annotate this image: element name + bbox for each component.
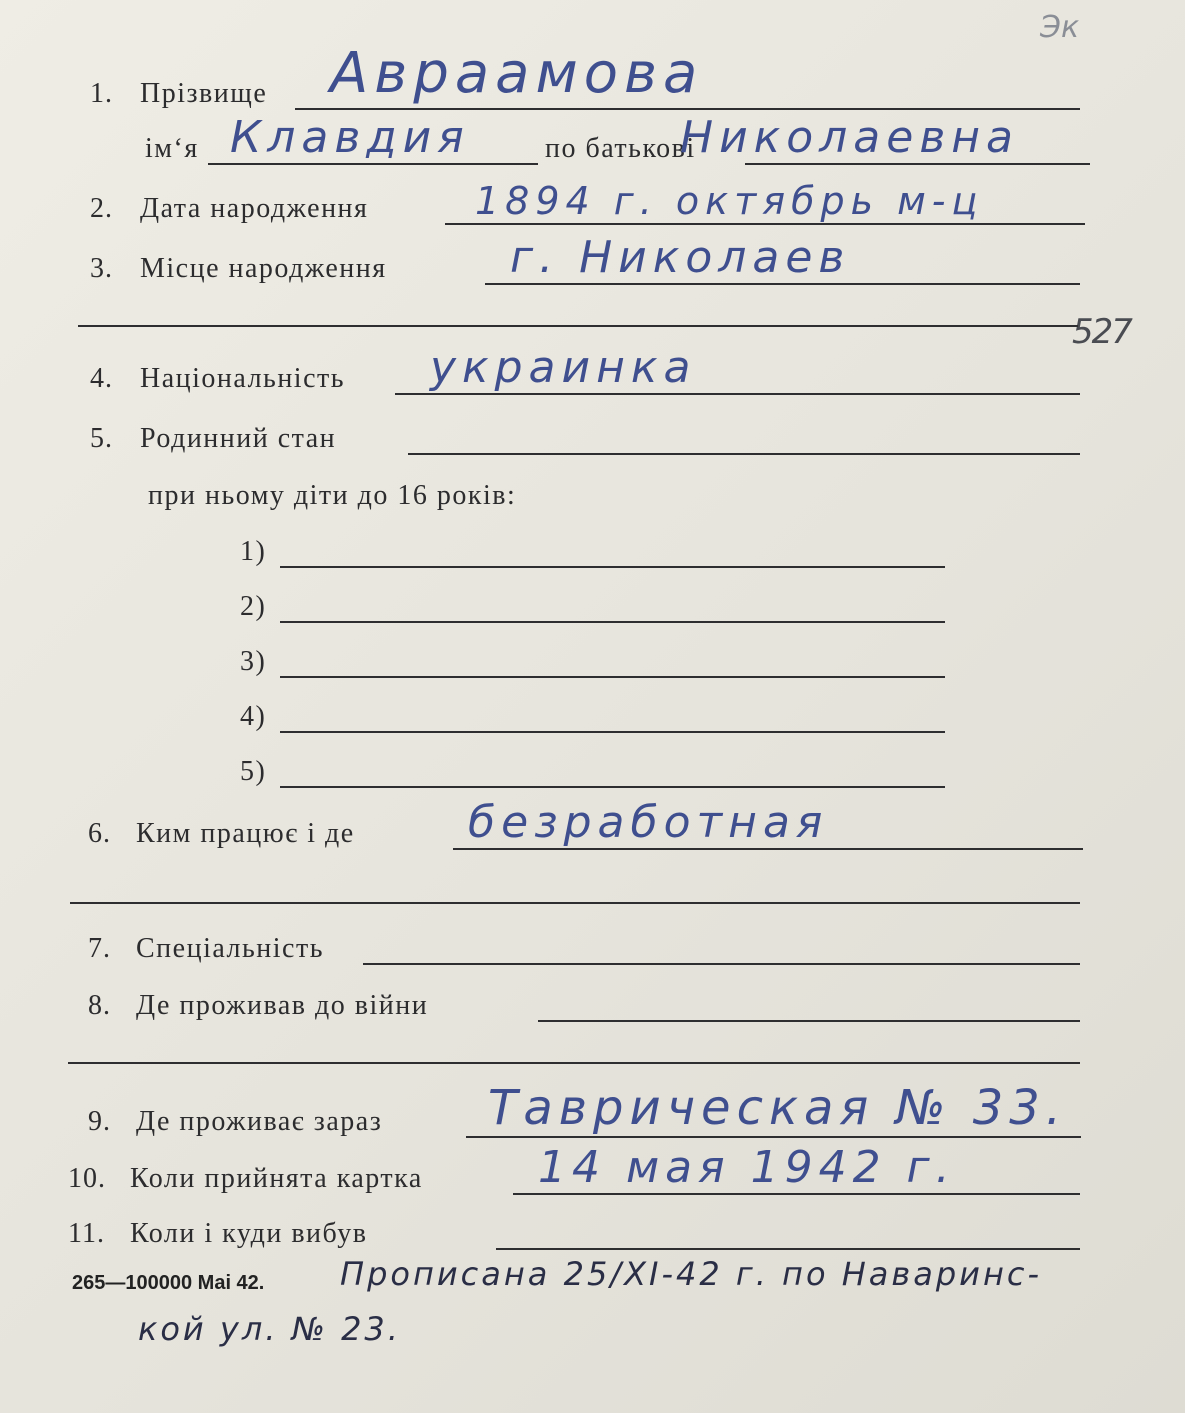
fill-line (453, 848, 1083, 850)
field-label: Місце народження (140, 253, 387, 284)
name-value: Клавдия (230, 112, 470, 163)
field-number: 2. (90, 193, 113, 224)
fill-line (445, 223, 1085, 225)
field-name (90, 112, 1150, 175)
fill-line (295, 108, 1080, 110)
field-current-residence (88, 1080, 1168, 1148)
fill-line (280, 731, 945, 733)
continuation-line (68, 1062, 1080, 1064)
field-number: 9. (88, 1106, 111, 1137)
field-label: Коли і куди вибув (130, 1218, 368, 1249)
field-work (88, 797, 1088, 860)
continuation-line (70, 902, 1080, 904)
field-card-accepted (68, 1142, 1088, 1205)
field-label: Спеціальність (136, 933, 324, 964)
birth-date-value: 1894 г. октябрь м-ц (475, 179, 984, 223)
print-code: 265—100000 Mai 42. (72, 1272, 265, 1294)
field-label: Родинний стан (140, 423, 337, 454)
field-departed (68, 1200, 1088, 1260)
field-label: Де проживає зараз (136, 1106, 383, 1137)
work-value: безработная (468, 797, 829, 848)
field-surname (90, 41, 1090, 120)
field-specialty (88, 915, 1088, 975)
fill-line (466, 1136, 1081, 1138)
field-label: Національність (140, 363, 346, 394)
fill-line (538, 1020, 1080, 1022)
child-number: 4) (240, 701, 267, 732)
child-row (240, 518, 945, 578)
fill-line (363, 963, 1080, 965)
field-prewar-residence (88, 972, 1088, 1032)
fill-line (280, 621, 945, 623)
nationality-value: украинка (430, 342, 697, 393)
handwritten-note-line-2: кой ул. № 23. (138, 1310, 401, 1348)
field-label: Ким працює і де (136, 818, 355, 849)
field-label: Дата народження (140, 193, 369, 224)
field-label: Прізвище (140, 78, 268, 109)
fill-line (280, 676, 945, 678)
corner-note: Эк (1040, 10, 1080, 45)
field-birth-date (90, 175, 1160, 235)
field-number: 7. (88, 933, 111, 964)
margin-note: 527 (1072, 312, 1131, 352)
fill-line (485, 283, 1080, 285)
field-label: Де проживав до війни (136, 990, 429, 1021)
name-label: ім‘я (145, 133, 199, 164)
birth-place-value: г. Николаев (510, 232, 851, 283)
current-residence-value: Таврическая № 33. (488, 1080, 1068, 1136)
field-number: 1. (90, 78, 113, 109)
child-row (240, 683, 945, 743)
continuation-line (78, 325, 1078, 327)
children-heading (148, 462, 748, 522)
patronymic-value: Николаевна (680, 112, 1019, 163)
field-nationality (90, 342, 1090, 405)
field-label: Коли прийнята картка (130, 1163, 423, 1194)
card-accepted-value: 14 мая 1942 г. (538, 1142, 956, 1193)
handwritten-note-line-1: Прописана 25/XI-42 г. по Наваринс- (340, 1255, 1043, 1293)
patronymic-label: по батькові (545, 133, 696, 164)
fill-line (208, 163, 538, 165)
child-row (240, 738, 945, 798)
field-number: 6. (88, 818, 111, 849)
field-number: 11. (68, 1218, 105, 1249)
fill-line (513, 1193, 1080, 1195)
child-number: 5) (240, 756, 267, 787)
fill-line (745, 163, 1090, 165)
child-row (240, 573, 945, 633)
field-number: 10. (68, 1163, 106, 1194)
child-number: 1) (240, 536, 267, 567)
field-number: 8. (88, 990, 111, 1021)
child-row (240, 628, 945, 688)
fill-line (280, 786, 945, 788)
child-number: 3) (240, 646, 267, 677)
children-label: при ньому діти до 16 років: (148, 480, 517, 511)
field-number: 5. (90, 423, 113, 454)
fill-line (408, 453, 1080, 455)
fill-line (496, 1248, 1080, 1250)
field-family-status (90, 405, 1090, 465)
child-number: 2) (240, 591, 267, 622)
surname-value: Авраамова (330, 41, 704, 106)
field-number: 4. (90, 363, 113, 394)
field-number: 3. (90, 253, 113, 284)
fill-line (395, 393, 1080, 395)
field-birth-place (90, 232, 1090, 295)
fill-line (280, 566, 945, 568)
